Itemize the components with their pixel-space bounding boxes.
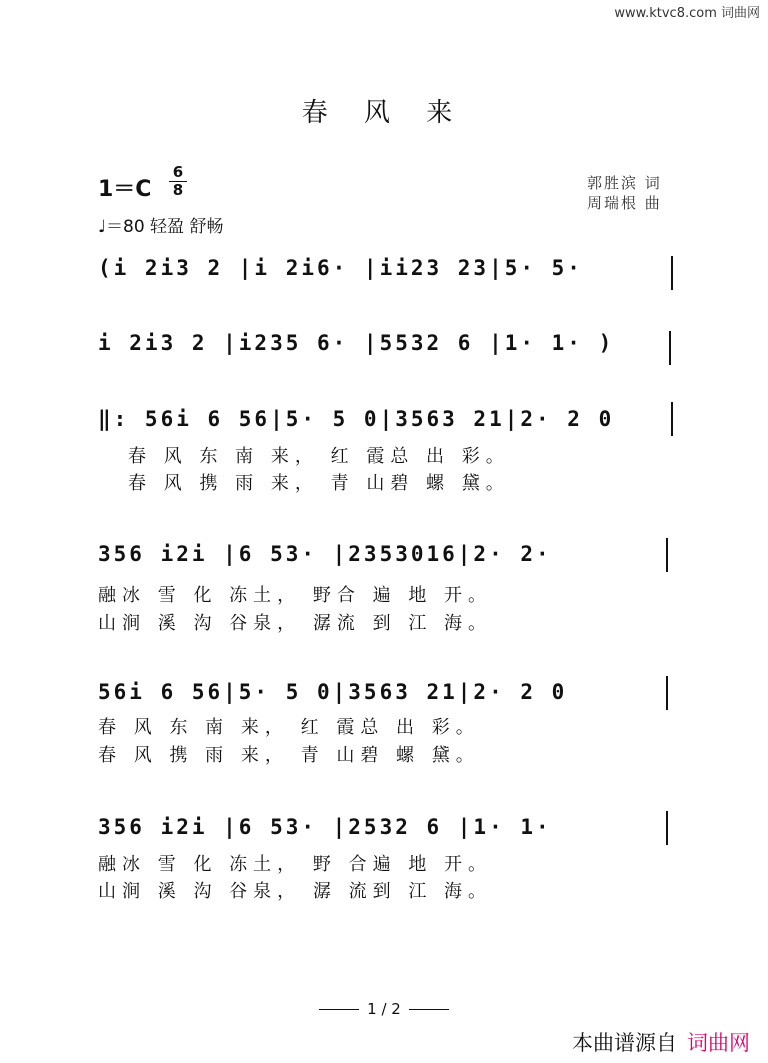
meter-bottom: 8 (172, 181, 184, 199)
lyrics-row-5-verse-1: 春 风 东 南 来， 红 霞总 出 彩。 (98, 717, 480, 738)
site-watermark: www.ktvc8.com 词曲网 (614, 6, 760, 21)
notation-row-5: 56i 6 56|5· 5 0|3563 21|2· 2 0 (98, 680, 568, 704)
page-number: 1 / 2 (367, 1000, 401, 1018)
lyricist-credit: 郭胜滨 词 (587, 174, 662, 192)
tempo-marking: ♩＝80 轻盈 舒畅 (98, 217, 224, 237)
notation-row-3: ‖: 56i 6 56|5· 5 0|3563 21|2· 2 0 (98, 407, 615, 431)
lyrics-row-3-verse-1: 春 风 东 南 来， 红 霞总 出 彩。 (128, 446, 510, 467)
key-signature: 1＝C (98, 177, 152, 202)
source-brand-link[interactable]: 词曲网 (687, 1031, 750, 1055)
meter-top: 6 (172, 163, 184, 181)
song-title: 春 风 来 (301, 98, 467, 128)
source-footer (572, 1027, 750, 1057)
composer-credit: 周瑞根 曲 (587, 194, 662, 212)
notation-row-4: 356 i2i |6 53· |2353016|2· 2· (98, 542, 552, 566)
lyrics-row-3-verse-2: 春 风 携 雨 来， 青 山碧 螺 黛。 (128, 473, 510, 494)
notation-row-2: i 2i3 2 |i235 6· |5532 6 |1· 1· ) (98, 331, 615, 355)
lyrics-row-6-verse-1: 融冰 雪 化 冻土， 野 合遍 地 开。 (98, 854, 493, 875)
notation-row-6: 356 i2i |6 53· |2532 6 |1· 1· (98, 815, 552, 839)
notation-row-1: (i 2i3 2 |i 2i6· |ii23 23|5· 5· (98, 256, 583, 280)
lyrics-row-4-verse-2: 山涧 溪 沟 谷泉， 潺流 到 江 海。 (98, 613, 493, 634)
source-text: 本曲谱源自 (572, 1031, 677, 1055)
lyrics-row-4-verse-1: 融冰 雪 化 冻土， 野合 遍 地 开。 (98, 585, 493, 606)
lyrics-row-5-verse-2: 春 风 携 雨 来， 青 山碧 螺 黛。 (98, 745, 480, 766)
page-indicator (0, 1000, 768, 1018)
lyrics-row-6-verse-2: 山涧 溪 沟 谷泉， 潺 流到 江 海。 (98, 881, 493, 902)
